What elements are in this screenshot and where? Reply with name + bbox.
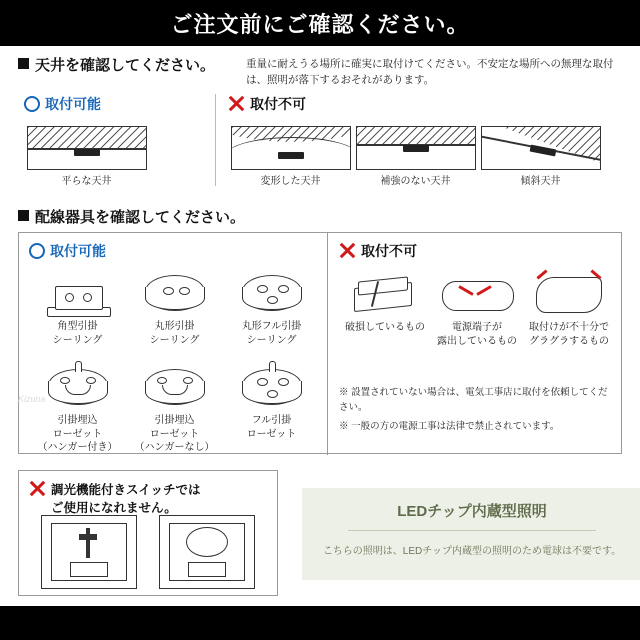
page-title: ご注文前にご確認ください。 <box>170 11 470 37</box>
cross-ng-icon <box>339 242 356 259</box>
led-panel-divider <box>348 530 596 531</box>
sloped-ceiling-icon <box>481 126 601 170</box>
cross-ng-icon <box>228 95 245 112</box>
wiring-ok-item <box>223 361 320 455</box>
dimmer-warning-line1: 調光機能付きスイッチでは <box>51 483 201 497</box>
circle-ok-icon <box>24 96 40 112</box>
full-rosette-icon <box>240 365 304 411</box>
square-ceiling-rose-icon <box>47 273 109 317</box>
wiring-ok-item <box>29 361 126 455</box>
ceiling-ok-item <box>24 126 149 189</box>
wiring-ok-item <box>126 267 223 347</box>
wiring-ng-items <box>339 267 615 348</box>
wiring-ok-item-caption3: （ハンガーなし） <box>134 442 215 453</box>
wiring-ng-item-caption: 電源端子が <box>452 322 502 333</box>
wiring-ok-item-caption: 角型引掛 <box>57 321 98 332</box>
round-full-ceiling-rose-icon <box>240 271 304 317</box>
document-body <box>0 46 640 606</box>
ceiling-ng-items <box>228 126 622 189</box>
wiring-ok-item-caption: 引掛埋込 <box>154 415 195 426</box>
section-wiring-heading-text: 配線器具を確認してください。 <box>35 209 246 226</box>
section-ceiling-heading-text: 天井を確認してください。 <box>35 57 216 74</box>
circle-ok-icon <box>29 243 45 259</box>
wiring-ok-item-caption2: ローゼット <box>149 428 200 440</box>
wiring-panel-divider <box>327 233 328 455</box>
wiring-ok-item-caption2: シーリング <box>246 334 297 346</box>
wiring-ok-item-caption: 引掛埋込 <box>57 415 98 426</box>
led-panel <box>302 488 640 580</box>
wiring-ok-row-2 <box>29 361 321 455</box>
bullet-square-icon <box>18 210 29 221</box>
warped-ceiling-icon <box>231 126 351 170</box>
title-bar <box>0 0 640 46</box>
wiring-panel <box>18 232 622 454</box>
wiring-ok-label-text: 取付可能 <box>50 243 106 259</box>
ceiling-ng-item-caption: 傾斜天井 <box>520 176 561 187</box>
cross-ng-icon <box>29 480 46 497</box>
wiring-ok-column <box>29 241 321 455</box>
ceiling-ng-item <box>478 126 603 189</box>
ceiling-ng-column <box>228 94 622 189</box>
wiring-ok-item-caption2: シーリング <box>52 334 103 346</box>
wiring-ok-item <box>126 361 223 455</box>
ceiling-ng-label-text: 取付不可 <box>250 96 306 112</box>
section-ceiling-heading <box>18 54 215 75</box>
dimmer-warning-text <box>29 480 201 517</box>
section-ceiling-divider <box>215 94 216 186</box>
wiring-ok-item <box>29 267 126 347</box>
dimmer-warning-box <box>18 470 278 596</box>
dimmer-switch-slider-icon <box>41 515 137 589</box>
ceiling-ok-column <box>24 94 209 189</box>
wiring-ok-item-caption3: （ハンガー付き） <box>37 442 118 453</box>
wiring-ok-row-1 <box>29 267 321 347</box>
wiring-ok-item-caption: 丸形フル引掛 <box>241 321 302 332</box>
ceiling-ng-label <box>228 94 622 114</box>
led-panel-note: こちらの照明は、LEDチップ内蔵型の照明のため電球は不要です。 <box>322 546 622 557</box>
ceiling-ng-item <box>353 126 478 189</box>
ceiling-ng-item <box>228 126 353 189</box>
led-panel-title: LEDチップ内蔵型照明 <box>397 503 547 520</box>
ceiling-ok-label-text: 取付可能 <box>45 96 101 112</box>
wiring-ng-column <box>339 241 615 348</box>
wiring-ng-item <box>523 267 615 348</box>
wiring-ok-label <box>29 241 321 261</box>
dimmer-warning-line2: ご使用になれません。 <box>51 501 177 516</box>
wiring-note: ※ 一般の方の電源工事は法律で禁止されています。 <box>339 421 560 433</box>
wiring-ng-label <box>339 241 615 261</box>
loose-socket-icon <box>528 271 610 317</box>
section-wiring-heading <box>18 206 245 227</box>
ceiling-ng-item-caption: 変形した天井 <box>260 176 321 187</box>
wiring-ng-item-caption: 取付けが不十分で <box>529 322 609 333</box>
embedded-rosette-nohanger-icon <box>143 365 207 411</box>
bullet-square-icon <box>18 58 29 69</box>
dimmer-switch-dial-icon <box>159 515 255 589</box>
wiring-ng-label-text: 取付不可 <box>361 243 417 259</box>
wiring-ok-item-caption: 丸形引掛 <box>154 321 195 332</box>
wiring-ng-item <box>431 267 523 348</box>
wiring-ok-item-caption2: シーリング <box>149 334 200 346</box>
wiring-ok-item-caption: フル引掛 <box>251 415 292 426</box>
ceiling-ok-items <box>24 126 209 189</box>
wiring-ok-item <box>223 267 320 347</box>
wiring-ok-item-caption2: ローゼット <box>52 428 103 440</box>
wiring-note: ※ 設置されていない場合は、電気工事店に取付を依頼してください。 <box>339 387 608 414</box>
broken-socket-icon <box>344 271 426 317</box>
wiring-ng-item <box>339 267 431 348</box>
ceiling-ok-item-caption: 平らな天井 <box>61 176 112 187</box>
wiring-ng-item-caption: 破損しているもの <box>345 322 425 333</box>
wiring-notes <box>339 385 611 439</box>
wiring-ok-item-caption2: ローゼット <box>246 428 297 440</box>
embedded-rosette-hanger-icon <box>46 365 110 411</box>
wiring-ng-item-caption2: グラグラするもの <box>529 335 609 347</box>
ceiling-ok-label <box>24 94 209 114</box>
round-ceiling-rose-icon <box>143 271 207 317</box>
wiring-ng-item-caption2: 露出しているもの <box>437 335 517 347</box>
footer-bar <box>0 606 640 640</box>
section-ceiling-note: 重量に耐えうる場所に確実に取付けてください。不安定な場所への無理な取付は、照明が落下するおそれがあります。 <box>246 58 614 87</box>
ceiling-ng-item-caption: 補強のない天井 <box>380 176 451 187</box>
unreinforced-ceiling-icon <box>356 126 476 170</box>
exposed-terminal-icon <box>436 271 518 317</box>
flat-ceiling-icon <box>27 126 147 170</box>
watermark: Kizuna <box>18 394 46 404</box>
